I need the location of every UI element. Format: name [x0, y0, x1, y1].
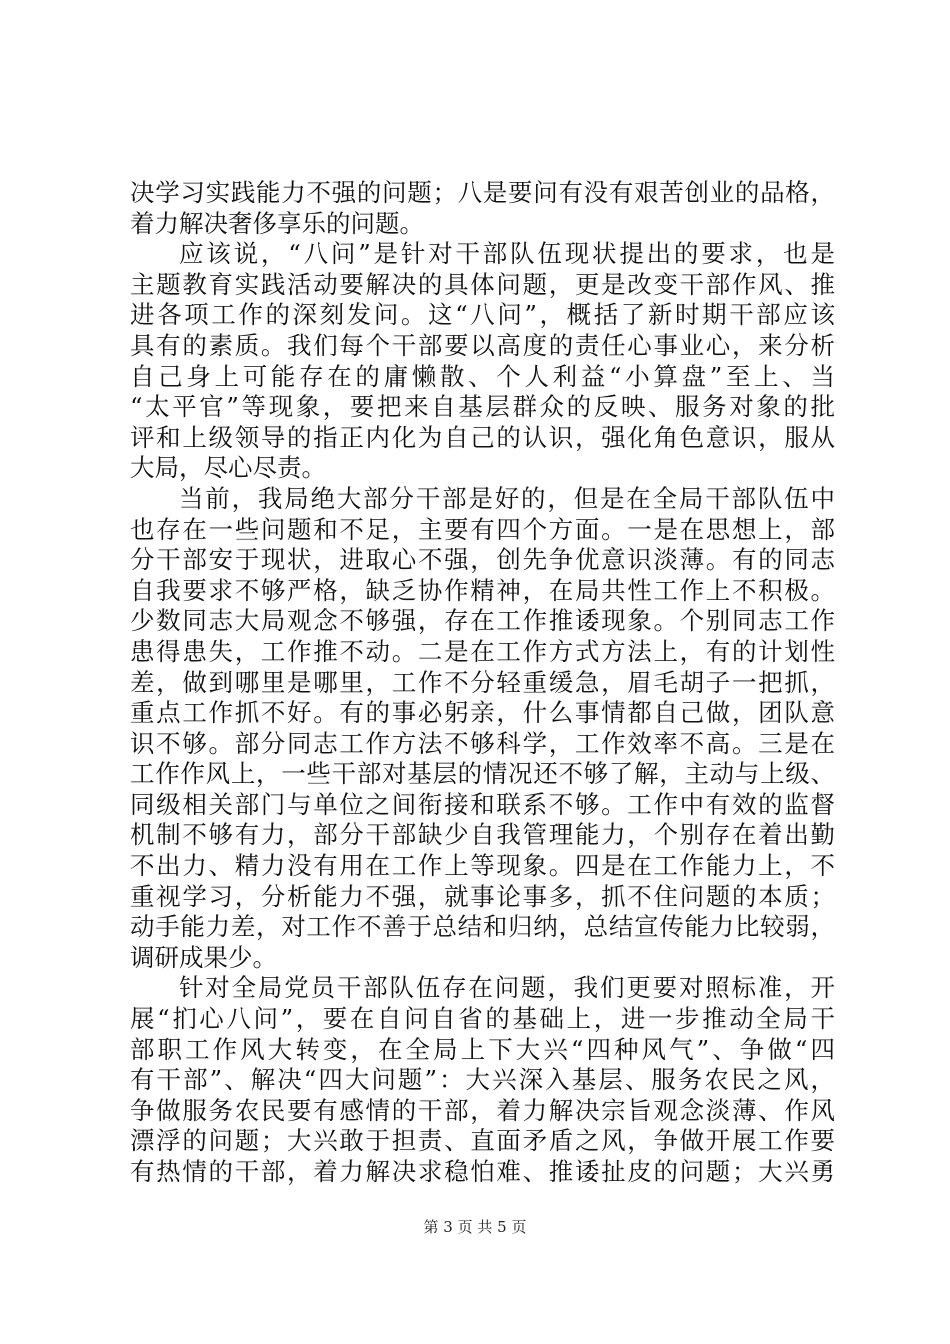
text-line: “太平官”等现象，要把来自基层群众的反映、服务对象的批 — [130, 392, 835, 422]
text-line: 当前，我局绝大部分干部是好的，但是在全局干部队伍中 — [179, 483, 835, 513]
text-line: 有干部”、解决“四大问题”：大兴深入基层、服务农民之风， — [130, 1065, 835, 1095]
text-line: 自我要求不够严格，缺乏协作精神，在局共性工作上不积极。 — [130, 575, 835, 605]
paragraph — [130, 484, 835, 974]
text-line: 主题教育实践活动要解决的具体问题，更是改变干部作风、推 — [130, 269, 835, 299]
page-footer: 第 3 页 共 5 页 — [423, 1218, 527, 1236]
text-line: 争做服务农民要有感情的干部，着力解决宗旨观念淡薄、作风 — [130, 1095, 835, 1125]
text-line: 应该说，“八问”是针对干部队伍现状提出的要求，也是 — [179, 239, 835, 269]
text-line: 针对全局党员干部队伍存在问题，我们更要对照标准，开 — [179, 973, 835, 1003]
text-line: 大局，尽心尽责。 — [130, 453, 326, 483]
text-line: 漂浮的问题；大兴敢于担责、直面矛盾之风，争做开展工作要 — [130, 1126, 835, 1156]
text-line: 进各项工作的深刻发问。这“八问”，概括了新时期干部应该 — [130, 300, 835, 330]
paragraph — [130, 239, 835, 484]
text-line: 同级相关部门与单位之间衔接和联系不够。工作中有效的监督 — [130, 789, 835, 819]
text-line: 分干部安于现状，进取心不强，创先争优意识淡薄。有的同志 — [130, 545, 835, 575]
text-line: 自己身上可能存在的庸懒散、个人利益“小算盘”至上、当 — [130, 361, 835, 391]
text-line: 也存在一些问题和不足，主要有四个方面。一是在思想上，部 — [130, 514, 835, 544]
text-line: 调研成果少。 — [130, 942, 277, 972]
text-line: 动手能力差，对工作不善于总结和归纳，总结宣传能力比较弱， — [130, 912, 835, 942]
text-line: 少数同志大局观念不够强，存在工作推诿现象。个别同志工作 — [130, 606, 835, 636]
text-line: 决学习实践能力不强的问题；八是要问有没有艰苦创业的品格， — [130, 178, 835, 207]
text-line: 展“扪心八问”，要在自问自省的基础上，进一步推动全局干 — [130, 1004, 835, 1034]
text-line: 工作作风上，一些干部对基层的情况还不够了解，主动与上级、 — [130, 759, 835, 789]
text-line: 机制不够有力，部分干部缺少自我管理能力，个别存在着出勤 — [130, 820, 835, 850]
document-body — [130, 178, 835, 1188]
text-line: 重点工作抓不好。有的事必躬亲，什么事情都自己做，团队意 — [130, 698, 835, 728]
text-line: 不出力、精力没有用在工作上等现象。四是在工作能力上，不 — [130, 851, 835, 881]
paragraph — [130, 178, 835, 239]
text-line: 有热情的干部，着力解决求稳怕难、推诿扯皮的问题；大兴勇 — [130, 1157, 835, 1186]
text-line: 识不够。部分同志工作方法不够科学，工作效率不高。三是在 — [130, 728, 835, 758]
paragraph — [130, 973, 835, 1187]
text-line: 患得患失，工作推不动。二是在工作方式方法上，有的计划性 — [130, 636, 835, 666]
text-line: 部职工作风大转变，在全局上下大兴“四种风气”、争做“四 — [130, 1034, 835, 1064]
text-line: 具有的素质。我们每个干部要以高度的责任心事业心，来分析 — [130, 330, 835, 360]
text-line: 评和上级领导的指正内化为自己的认识，强化角色意识，服从 — [130, 422, 835, 452]
text-line: 差，做到哪里是哪里，工作不分轻重缓急，眉毛胡子一把抓， — [130, 667, 835, 697]
text-line: 重视学习，分析能力不强，就事论事多，抓不住问题的本质； — [130, 881, 835, 911]
text-line: 着力解决奢侈享乐的问题。 — [130, 208, 424, 238]
